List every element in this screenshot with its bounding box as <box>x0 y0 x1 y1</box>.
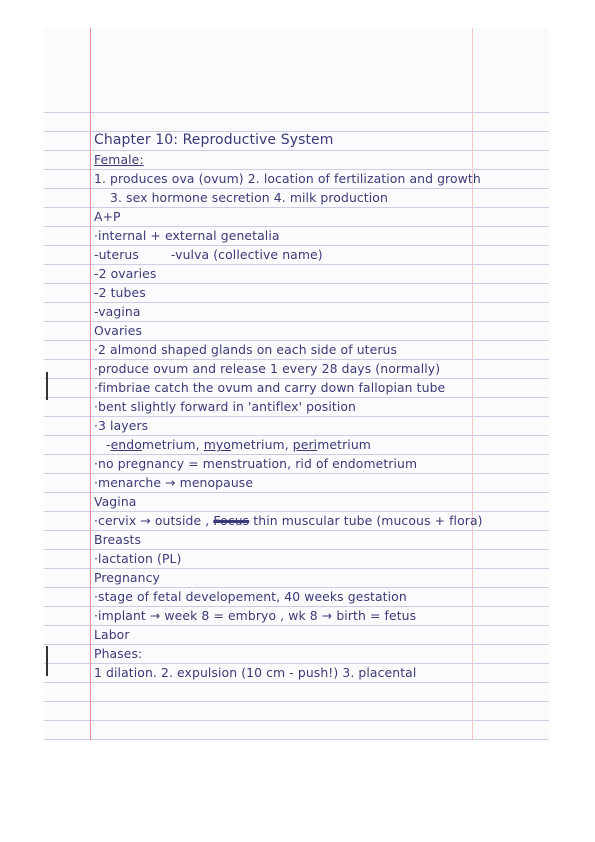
section-heading-female: Female: <box>94 152 144 167</box>
scan-edge-mark <box>46 372 48 400</box>
margin-line <box>90 28 91 740</box>
note-line: 1 dilation. 2. expulsion (10 cm - push!) 3. placental <box>94 665 417 680</box>
note-line: ·produce ovum and release 1 every 28 days (normally) <box>94 361 441 376</box>
note-line: -2 ovaries <box>94 266 157 281</box>
section-heading-pregnancy: Pregnancy <box>94 570 160 585</box>
note-line-layers <box>94 435 543 454</box>
note-text-underlined: endo <box>110 437 142 452</box>
note-text: metrium, <box>141 437 204 452</box>
ruled-line <box>44 701 549 702</box>
note-line: ·stage of fetal developement, 40 weeks gestation <box>94 589 407 604</box>
ruled-line <box>44 112 549 113</box>
note-line: ·bent slightly forward in 'antiflex' position <box>94 399 357 414</box>
scan-edge-mark <box>46 646 48 676</box>
note-text: -vulva (collective name) <box>170 247 323 262</box>
note-line: ·2 almond shaped glands on each side of uterus <box>94 342 398 357</box>
struck-text: Focus <box>213 513 250 528</box>
note-line <box>94 245 543 264</box>
section-heading-labor: Labor <box>94 627 130 642</box>
ruled-line <box>44 739 549 740</box>
note-text-underlined: myo <box>203 437 231 452</box>
chapter-title: Chapter 10: Reproductive System <box>94 132 334 148</box>
note-text-underlined: peri <box>292 437 318 452</box>
note-line: ·menarche → menopause <box>94 475 254 490</box>
note-text: - <box>106 437 111 452</box>
note-line: ·fimbriae catch the ovum and carry down fallopian tube <box>94 380 446 395</box>
section-heading-ap: A+P <box>94 209 121 224</box>
note-text: metrium, <box>231 437 293 452</box>
ruled-line <box>44 682 549 683</box>
note-line: 3. sex hormone secretion 4. milk production <box>110 190 388 205</box>
note-line: ·3 layers <box>94 418 149 433</box>
note-text: -uterus <box>94 247 139 262</box>
section-heading-breasts: Breasts <box>94 532 142 547</box>
note-line <box>94 511 543 530</box>
note-text: thin muscular tube (mucous + flora) <box>253 513 483 528</box>
section-heading-ovaries: Ovaries <box>94 323 142 338</box>
note-text: ·cervix → outside , <box>94 513 210 528</box>
note-line: -vagina <box>94 304 141 319</box>
note-text: metrium <box>317 437 371 452</box>
ruled-line <box>44 720 549 721</box>
note-line: ·no pregnancy = menstruation, rid of endometrium <box>94 456 418 471</box>
section-heading-phases: Phases: <box>94 646 143 661</box>
note-line: 1. produces ova (ovum) 2. location of fertilization and growth <box>94 171 481 186</box>
note-line: ·implant → week 8 = embryo , wk 8 → birth = fetus <box>94 608 417 623</box>
notebook-page <box>44 28 549 740</box>
section-heading-vagina: Vagina <box>94 494 137 509</box>
note-line: -2 tubes <box>94 285 146 300</box>
note-line: ·lactation (PL) <box>94 551 182 566</box>
handwritten-notes <box>94 131 543 682</box>
note-line: ·internal + external genetalia <box>94 228 280 243</box>
